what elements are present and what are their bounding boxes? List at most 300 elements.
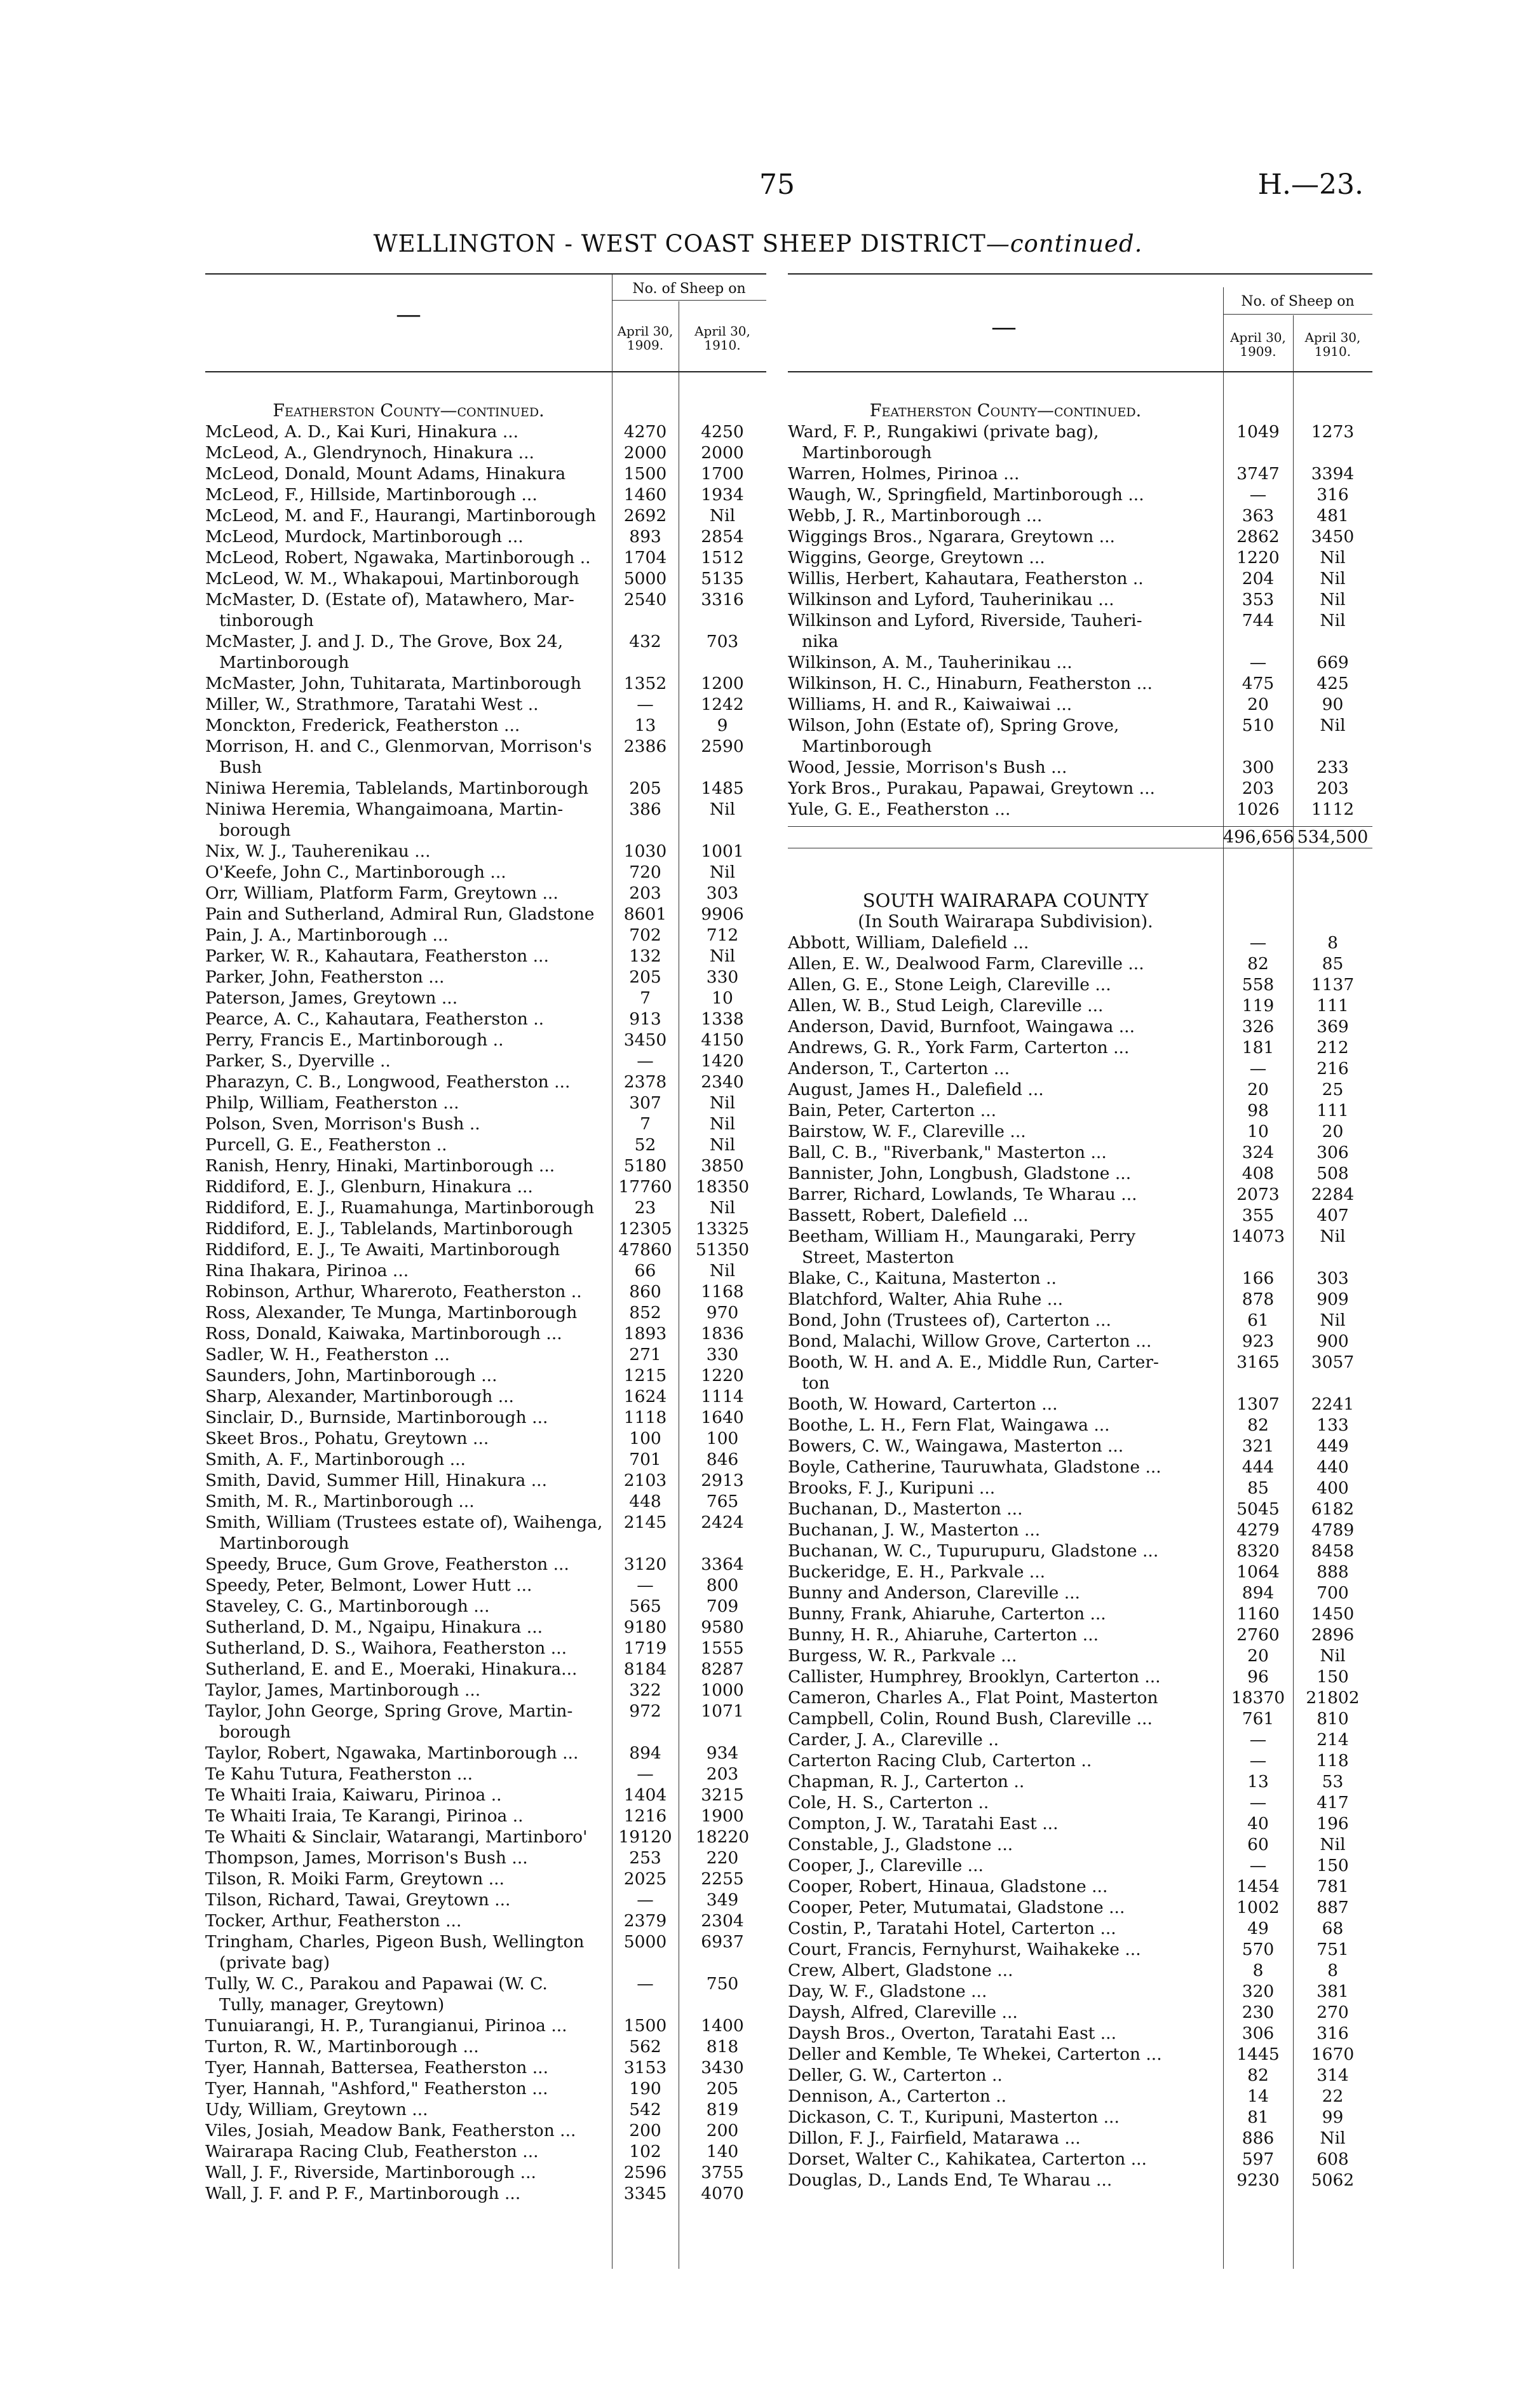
sheep-1909: 355 xyxy=(1242,1206,1275,1225)
entry-name: Te Whaiti Iraia, Kaiwaru, Pirinoa .. xyxy=(205,1785,502,1805)
sheep-1910: 205 xyxy=(706,2079,739,2098)
sheep-1909: 2073 xyxy=(1236,1185,1280,1204)
sheep-1909: 17760 xyxy=(618,1177,672,1197)
sheep-1909: 66 xyxy=(634,1261,656,1281)
entry-name: Parker, John, Featherston ... xyxy=(205,967,445,987)
entry-name: Staveley, C. G., Martinborough ... xyxy=(205,1596,490,1616)
sheep-1909: 1719 xyxy=(623,1638,667,1658)
entry-name: Taylor, Robert, Ngawaka, Martinborough ... xyxy=(205,1743,579,1763)
sheep-1910: 800 xyxy=(706,1575,739,1595)
sheep-1910 xyxy=(679,1533,766,1554)
sheep-1909: 324 xyxy=(1242,1143,1275,1162)
entry-name: Campbell, Colin, Round Bush, Clareville ... xyxy=(788,1709,1153,1729)
sheep-1909: 7 xyxy=(640,988,651,1008)
entry-name: Philp, William, Featherston ... xyxy=(205,1093,459,1113)
entry-name: McLeod, Donald, Mount Adams, Hinakura xyxy=(205,464,566,484)
entry-name: Bush xyxy=(219,758,262,777)
entry-name: Wall, J. F., Riverside, Martinborough ... xyxy=(205,2163,536,2182)
sheep-1910 xyxy=(1293,736,1372,757)
sheep-1909: 542 xyxy=(629,2100,661,2119)
right-table xyxy=(788,273,1372,2191)
entry-name: Wilkinson and Lyford, Tauherinikau ... xyxy=(788,590,1114,609)
entry-name: Abbott, William, Dalefield ... xyxy=(788,933,1029,953)
table-row xyxy=(205,1680,766,1701)
sheep-1909: 132 xyxy=(629,946,661,966)
entry-name: Cameron, Charles A., Flat Point, Masterton xyxy=(788,1688,1158,1708)
sheep-1909: — xyxy=(1249,1793,1267,1813)
sheep-1910: 216 xyxy=(1316,1059,1349,1078)
sheep-1910: 4789 xyxy=(1311,1520,1355,1540)
sheep-1910: 765 xyxy=(706,1492,739,1511)
sheep-1910: 5135 xyxy=(701,569,744,588)
table-row xyxy=(205,1302,766,1323)
sheep-1909: 913 xyxy=(629,1009,661,1029)
entry-name: Bairstow, W. F., Clareville ... xyxy=(788,1122,1026,1141)
sheep-1909: 761 xyxy=(1242,1709,1275,1729)
sheep-1910: 196 xyxy=(1316,1814,1349,1833)
table-row xyxy=(788,1058,1372,1079)
sheep-1909: 3120 xyxy=(623,1554,667,1574)
entry-name: Bunny and Anderson, Clareville ... xyxy=(788,1583,1080,1603)
sheep-1909: 1216 xyxy=(623,1806,667,1826)
entry-name: Carder, J. A., Clareville .. xyxy=(788,1730,999,1750)
table-row xyxy=(205,568,766,589)
entry-name: Tilson, Richard, Tawai, Greytown ... xyxy=(205,1890,511,1910)
table-row xyxy=(788,1163,1372,1184)
sheep-1909: 271 xyxy=(629,1345,661,1364)
table-row xyxy=(788,778,1372,799)
table-row xyxy=(788,2107,1372,2128)
sheep-1910: 21802 xyxy=(1306,1688,1360,1708)
sheep-1909: 20 xyxy=(1247,1646,1269,1666)
table-row xyxy=(205,463,766,484)
sheep-1910: 407 xyxy=(1316,1206,1349,1225)
sheep-1909: 9230 xyxy=(1236,2170,1280,2190)
table-row xyxy=(205,589,766,610)
sheep-1910: 700 xyxy=(1316,1583,1349,1603)
sheep-1910: 900 xyxy=(1316,1331,1349,1351)
entry-name: Crew, Albert, Gladstone ... xyxy=(788,1961,1013,1980)
table-row xyxy=(788,1226,1372,1247)
header-col-1909 xyxy=(1223,330,1293,358)
sheep-1910: 9580 xyxy=(701,1617,744,1637)
entry-name: Buckeridge, E. H., Parkvale ... xyxy=(788,1562,1046,1582)
sheep-1909: 2378 xyxy=(623,1072,667,1092)
header-dash: — xyxy=(991,313,1017,342)
sheep-1910: 3850 xyxy=(701,1156,744,1176)
table-row xyxy=(788,652,1372,673)
entry-name: Miller, W., Strathmore, Taratahi West .. xyxy=(205,695,539,714)
entry-name: Waugh, W., Springfield, Martinborough ... xyxy=(788,485,1144,505)
sheep-1910: 1670 xyxy=(1311,2044,1355,2064)
sheep-1910: 3430 xyxy=(701,2058,744,2078)
entry-name: Sutherland, D. S., Waihora, Featherston ... xyxy=(205,1638,567,1658)
sheep-1910: 6937 xyxy=(701,1932,744,1952)
sheep-1909: 8601 xyxy=(623,904,667,924)
header-dash: — xyxy=(396,300,421,329)
sheep-1910 xyxy=(679,1994,766,2015)
table-row xyxy=(788,2149,1372,2170)
sheep-1909: 14073 xyxy=(1231,1227,1285,1246)
sheep-1910: 887 xyxy=(1316,1898,1349,1917)
entry-name: Martinborough xyxy=(219,1534,349,1553)
table-row xyxy=(788,1142,1372,1163)
sheep-1910: 508 xyxy=(1316,1164,1349,1183)
sheep-1910: 818 xyxy=(706,2037,739,2057)
sheep-1910: 4070 xyxy=(701,2184,744,2203)
sheep-1910: 2913 xyxy=(701,1471,744,1490)
sheep-1909: 448 xyxy=(629,1492,661,1511)
sheep-1910: 349 xyxy=(706,1890,739,1910)
entry-name: Tyer, Hannah, "Ashford," Featherston ... xyxy=(205,2079,548,2098)
column-rule xyxy=(1293,370,1294,2269)
table-row xyxy=(788,1960,1372,1981)
entry-name: Pharazyn, C. B., Longwood, Featherston ... xyxy=(205,1072,571,1092)
table-row xyxy=(205,505,766,526)
table-row xyxy=(788,932,1372,953)
sheep-1909: 1307 xyxy=(1236,1394,1280,1414)
entry-name: Te Whaiti & Sinclair, Watarangi, Martinboro' xyxy=(205,1827,588,1847)
sheep-1910: 1400 xyxy=(701,2016,744,2036)
entry-name: Dennison, A., Carterton .. xyxy=(788,2086,1007,2106)
table-row xyxy=(205,673,766,694)
sheep-1910: 316 xyxy=(1316,2024,1349,2043)
entry-name: Sutherland, D. M., Ngaipu, Hinakura ... xyxy=(205,1617,543,1637)
entry-name: Te Whaiti Iraia, Te Karangi, Pirinoa .. xyxy=(205,1806,524,1826)
sheep-1910: Nil xyxy=(1320,1227,1346,1246)
sheep-1910: 8287 xyxy=(701,1659,744,1679)
entry-name: Rina Ihakara, Pirinoa ... xyxy=(205,1261,409,1281)
entry-name: Buchanan, J. W., Masterton ... xyxy=(788,1520,1041,1540)
entry-name: Wall, J. F. and P. F., Martinborough ... xyxy=(205,2184,521,2203)
sheep-1909: 1500 xyxy=(623,464,667,484)
sheep-1909: — xyxy=(637,695,654,714)
sheep-1909: 3450 xyxy=(623,1030,667,1050)
entry-name: Taylor, James, Martinborough ... xyxy=(205,1680,481,1700)
table-row xyxy=(205,1743,766,1764)
sheep-1910 xyxy=(679,1952,766,1973)
sheep-1910: 1220 xyxy=(701,1366,744,1385)
sheep-1910: Nil xyxy=(709,1093,736,1113)
entry-name: August, James H., Dalefield ... xyxy=(788,1080,1044,1099)
entry-name: McMaster, John, Tuhitarata, Martinborough xyxy=(205,674,581,693)
sheep-1909: 597 xyxy=(1242,2149,1275,2169)
sheep-1910: 20 xyxy=(1322,1122,1344,1141)
table-row xyxy=(205,778,766,799)
sheep-1909: 923 xyxy=(1242,1331,1275,1351)
table-row xyxy=(788,1478,1372,1499)
header-divider xyxy=(612,300,766,301)
table-row xyxy=(788,1750,1372,1771)
sheep-1909: 119 xyxy=(1242,996,1275,1016)
entry-name: Tyer, Hannah, Battersea, Featherston ... xyxy=(205,2058,548,2078)
header-col-1909-line1: April 30, xyxy=(617,323,673,339)
sheep-1909 xyxy=(612,610,679,631)
sheep-1909 xyxy=(1223,1247,1293,1268)
sheep-1909: 4279 xyxy=(1236,1520,1280,1540)
entry-name: Andrews, G. R., York Farm, Carterton ... xyxy=(788,1038,1130,1058)
sheep-1909: 878 xyxy=(1242,1289,1275,1309)
sheep-1909: 190 xyxy=(629,2079,661,2098)
sheep-1910: 303 xyxy=(1316,1269,1349,1288)
entry-name: nika xyxy=(802,632,839,651)
sheep-1910: 2241 xyxy=(1311,1394,1355,1414)
sheep-1909: 7 xyxy=(640,1114,651,1134)
table-row xyxy=(205,1722,766,1743)
sheep-1910: 303 xyxy=(706,883,739,903)
sheep-1909: 1160 xyxy=(1236,1604,1280,1624)
entry-name: Martinborough xyxy=(802,737,932,756)
entry-name: Pain and Sutherland, Admiral Run, Gladstone xyxy=(205,904,595,924)
entry-name: Boothe, L. H., Fern Flat, Waingawa ... xyxy=(788,1415,1110,1435)
table-row xyxy=(205,652,766,673)
sheep-1909: 701 xyxy=(629,1450,661,1469)
sheep-1909: 2760 xyxy=(1236,1625,1280,1645)
sheep-1909: 702 xyxy=(629,925,661,945)
table-row xyxy=(205,904,766,925)
sheep-1909: 3747 xyxy=(1236,464,1280,484)
sheep-1909: 1026 xyxy=(1236,799,1280,819)
sheep-1910: Nil xyxy=(1320,716,1346,735)
sheep-1910: 100 xyxy=(706,1429,739,1448)
sheep-1909: 23 xyxy=(634,1198,656,1218)
sheep-1909: 98 xyxy=(1247,1101,1269,1120)
sheep-1909: 2025 xyxy=(623,1869,667,1889)
table-row xyxy=(205,2141,766,2162)
right-entry-list-b xyxy=(788,932,1372,2191)
entry-name: Cooper, J., Clareville ... xyxy=(788,1856,984,1875)
table-row xyxy=(788,1603,1372,1624)
table-row xyxy=(205,442,766,463)
sheep-1909: 1445 xyxy=(1236,2044,1280,2064)
table-row xyxy=(205,1533,766,1554)
sheep-1909: 307 xyxy=(629,1093,661,1113)
sheep-1909: 230 xyxy=(1242,2003,1275,2022)
sheep-1910: 306 xyxy=(1316,1143,1349,1162)
entry-name: Martinborough xyxy=(802,443,932,463)
sheep-1909: 1220 xyxy=(1236,548,1280,568)
sheep-1909: 5000 xyxy=(623,1932,667,1952)
sheep-1910: 118 xyxy=(1316,1751,1349,1771)
sheep-1910: 888 xyxy=(1316,1562,1349,1582)
sheep-1909: 81 xyxy=(1247,2107,1269,2127)
entry-name: Ross, Alexander, Te Munga, Martinborough xyxy=(205,1303,578,1323)
entry-name: Daysh Bros., Overton, Taratahi East ... xyxy=(788,2024,1117,2043)
entry-name: McLeod, A. D., Kai Kuri, Hinakura ... xyxy=(205,422,519,442)
entry-name: Smith, William (Trustees estate of), Waihenga, xyxy=(205,1513,603,1532)
table-row xyxy=(205,1973,766,1994)
entry-name: Cooper, Robert, Hinaua, Gladstone ... xyxy=(788,1877,1108,1896)
sheep-1910: 22 xyxy=(1322,2086,1344,2106)
sheep-1910: 1900 xyxy=(701,1806,744,1826)
entry-name: Tilson, R. Moiki Farm, Greytown ... xyxy=(205,1869,504,1889)
sheep-1910: Nil xyxy=(709,1261,736,1281)
entry-name: Sadler, W. H., Featherston ... xyxy=(205,1345,450,1364)
table-row xyxy=(205,1910,766,1931)
table-row xyxy=(788,547,1372,568)
header-vline xyxy=(1223,287,1224,371)
right-entry-list-a xyxy=(788,421,1372,820)
table-row xyxy=(788,1205,1372,1226)
sheep-1909: 19120 xyxy=(618,1827,672,1847)
table-row xyxy=(205,841,766,862)
sheep-1909: 4270 xyxy=(623,422,667,442)
sheep-1909: 85 xyxy=(1247,1478,1269,1498)
sheep-1909: 20 xyxy=(1247,695,1269,714)
table-row xyxy=(788,736,1372,757)
sheep-1910: 909 xyxy=(1316,1289,1349,1309)
table-row xyxy=(788,1918,1372,1939)
table-row xyxy=(205,1554,766,1575)
table-row xyxy=(205,1365,766,1386)
sheep-1910: 1000 xyxy=(701,1680,744,1700)
table-row xyxy=(205,2078,766,2099)
table-row xyxy=(788,505,1372,526)
entry-name: Anderson, T., Carterton ... xyxy=(788,1059,1010,1078)
entry-name: Martinborough xyxy=(219,653,349,672)
entry-name: Anderson, David, Burnfoot, Waingawa ... xyxy=(788,1017,1135,1037)
sheep-1910: 709 xyxy=(706,1596,739,1616)
sheep-1910: 6182 xyxy=(1311,1499,1355,1519)
sheep-1909: 205 xyxy=(629,779,661,798)
sheep-1909: 2692 xyxy=(623,506,667,526)
entry-name: Sutherland, E. and E., Moeraki, Hinakura... xyxy=(205,1659,578,1679)
sheep-1910: Nil xyxy=(709,1114,736,1134)
sheep-1909: 475 xyxy=(1242,674,1275,693)
sheep-1909: 2103 xyxy=(623,1471,667,1490)
sheep-1909: 852 xyxy=(629,1303,661,1323)
entry-name: Deller and Kemble, Te Whekei, Carterton ... xyxy=(788,2044,1162,2064)
sheep-1910: 1001 xyxy=(701,841,744,861)
table-row xyxy=(788,1100,1372,1121)
table-row xyxy=(205,1701,766,1722)
sheep-1909 xyxy=(612,820,679,841)
left-table xyxy=(205,273,766,2204)
table-row xyxy=(788,568,1372,589)
entry-name: Allen, E. W., Dealwood Farm, Clareville ... xyxy=(788,954,1144,974)
entry-name: Tocker, Arthur, Featherston ... xyxy=(205,1911,462,1931)
table-row xyxy=(788,1561,1372,1582)
sheep-1910: 1450 xyxy=(1311,1604,1355,1624)
header-divider xyxy=(1223,314,1372,315)
table-row xyxy=(205,1155,766,1176)
entry-name: Wilkinson, H. C., Hinaburn, Featherston ... xyxy=(788,674,1153,693)
sheep-1910: 3755 xyxy=(701,2163,744,2182)
sheep-1909 xyxy=(612,652,679,673)
table-row xyxy=(788,1582,1372,1603)
sheep-1909: 1049 xyxy=(1236,422,1280,442)
table-row xyxy=(788,2002,1372,2023)
sheep-1909: 353 xyxy=(1242,590,1275,609)
entry-name: McLeod, Murdock, Martinborough ... xyxy=(205,527,524,547)
page-number: 75 xyxy=(759,168,795,201)
sheep-1909: 8184 xyxy=(623,1659,667,1679)
sheep-1909: 10 xyxy=(1247,1122,1269,1141)
sheep-1910: 1273 xyxy=(1311,422,1355,442)
sheep-1910: 750 xyxy=(706,1974,739,1994)
table-row xyxy=(788,694,1372,715)
table-row xyxy=(788,442,1372,463)
sheep-1909: 1624 xyxy=(623,1387,667,1406)
sheep-1909: 1002 xyxy=(1236,1898,1280,1917)
entry-name: Allen, G. E., Stone Leigh, Clareville ... xyxy=(788,975,1111,995)
table-row xyxy=(788,715,1372,736)
sheep-1910: 53 xyxy=(1322,1772,1344,1792)
sheep-1910: 481 xyxy=(1316,506,1349,526)
sheep-1910: 214 xyxy=(1316,1730,1349,1750)
section-heading: Featherston County—continued. xyxy=(869,401,1142,421)
column-rule xyxy=(1223,370,1224,2269)
sheep-1910 xyxy=(1293,1247,1372,1268)
sheep-1909: 565 xyxy=(629,1596,661,1616)
header-col-1909-line1: April 30, xyxy=(1230,330,1286,345)
table-row xyxy=(788,1792,1372,1813)
sheep-1910: Nil xyxy=(1320,1835,1346,1854)
table-row xyxy=(788,2128,1372,2149)
entry-name: Constable, J., Gladstone ... xyxy=(788,1835,1013,1854)
table-row xyxy=(205,862,766,883)
sheep-1910: 3450 xyxy=(1311,527,1355,547)
table-row xyxy=(788,757,1372,778)
sheep-1910: 2340 xyxy=(701,1072,744,1092)
sheep-1909: 13 xyxy=(1247,1772,1269,1792)
table-row xyxy=(205,2015,766,2036)
table-row xyxy=(205,1239,766,1260)
table-row xyxy=(788,1394,1372,1415)
sheep-1909: — xyxy=(637,1575,654,1595)
sheep-1910: 4150 xyxy=(701,1030,744,1050)
entry-name: Wood, Jessie, Morrison's Bush ... xyxy=(788,758,1067,777)
sheep-1909: 408 xyxy=(1242,1164,1275,1183)
table-row xyxy=(205,883,766,904)
header-col-1910-line2: 1910. xyxy=(704,337,741,353)
entry-name: Buchanan, W. C., Tupurupuru, Gladstone ... xyxy=(788,1541,1159,1561)
table-row xyxy=(205,1764,766,1785)
table-row xyxy=(788,799,1372,820)
sheep-1909: 5180 xyxy=(623,1156,667,1176)
entry-name: York Bros., Purakau, Papawai, Greytown ... xyxy=(788,779,1155,798)
header-sheep-on: No. of Sheep on xyxy=(1241,294,1355,310)
sheep-1909: 102 xyxy=(629,2142,661,2161)
entry-name: Dorset, Walter C., Kahikatea, Carterton ... xyxy=(788,2149,1147,2169)
entry-name: Ross, Donald, Kaiwaka, Martinborough ... xyxy=(205,1324,562,1343)
entry-name: Bain, Peter, Carterton ... xyxy=(788,1101,997,1120)
sheep-1910: 810 xyxy=(1316,1709,1349,1729)
sheep-1910: 2255 xyxy=(701,1869,744,1889)
sheep-1910: Nil xyxy=(709,799,736,819)
sheep-1910: Nil xyxy=(709,862,736,882)
entry-name: Beetham, William H., Maungaraki, Perry xyxy=(788,1227,1136,1246)
sheep-1910: 4250 xyxy=(701,422,744,442)
sheep-1909: 60 xyxy=(1247,1835,1269,1854)
sheep-1910: 2424 xyxy=(701,1513,744,1532)
table-row xyxy=(788,1016,1372,1037)
sheep-1910: 934 xyxy=(706,1743,739,1763)
table-header xyxy=(205,275,766,372)
table-row xyxy=(205,820,766,841)
entry-name: Niniwa Heremia, Whangaimoana, Martin- xyxy=(205,799,564,819)
table-row xyxy=(205,1470,766,1491)
sheep-1909: 444 xyxy=(1242,1457,1275,1477)
entry-name: Riddiford, E. J., Tablelands, Martinborough xyxy=(205,1219,573,1239)
table-row xyxy=(205,1176,766,1197)
table-row xyxy=(205,1596,766,1617)
entry-name: Parker, W. R., Kahautara, Featherston ... xyxy=(205,946,549,966)
sheep-1910: 90 xyxy=(1322,695,1344,714)
table-row xyxy=(788,1541,1372,1561)
sheep-1910: 819 xyxy=(706,2100,739,2119)
sheep-1909: 386 xyxy=(629,799,661,819)
